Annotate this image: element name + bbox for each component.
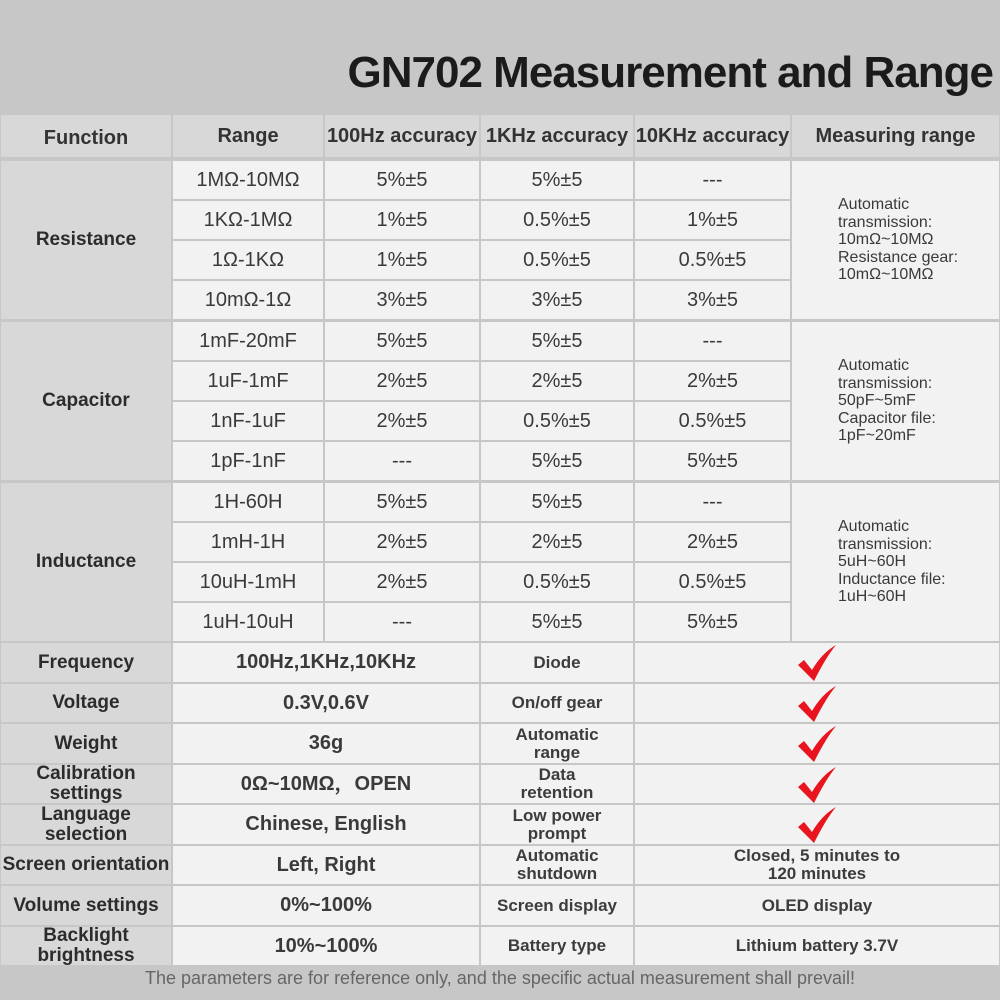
accuracy-10khz-cell: 2%±5 <box>635 362 790 400</box>
feature-label: Diode <box>481 643 633 682</box>
accuracy-1khz-cell: 5%±5 <box>481 322 633 360</box>
spec-label: Weight <box>1 724 171 763</box>
spec-value: Left, Right <box>173 846 479 884</box>
measuring-range-cell: Automatic transmission: 50pF~5mF Capacitor file: 1pF~20mF <box>792 322 999 480</box>
range-cell: 1Ω-1KΩ <box>173 241 323 279</box>
feature-result: Lithium battery 3.7V <box>635 927 999 965</box>
check-icon <box>796 805 838 845</box>
range-cell: 10mΩ-1Ω <box>173 281 323 319</box>
spec-label: Volume settings <box>1 886 171 925</box>
accuracy-100hz-cell: 2%±5 <box>325 362 479 400</box>
accuracy-10khz-cell: --- <box>635 161 790 199</box>
function-label: Resistance <box>1 161 171 319</box>
feature-label: Data retention <box>481 765 633 803</box>
feature-label: Screen display <box>481 886 633 925</box>
feature-label: Low power prompt <box>481 805 633 844</box>
range-cell: 1KΩ-1MΩ <box>173 201 323 239</box>
accuracy-1khz-cell: 0.5%±5 <box>481 563 633 601</box>
accuracy-10khz-cell: 5%±5 <box>635 603 790 641</box>
spec-value: 10%~100% <box>173 927 479 965</box>
accuracy-1khz-cell: 5%±5 <box>481 442 633 480</box>
function-label: Capacitor <box>1 322 171 480</box>
accuracy-1khz-cell: 5%±5 <box>481 603 633 641</box>
accuracy-100hz-cell: 5%±5 <box>325 322 479 360</box>
feature-label: Battery type <box>481 927 633 965</box>
header-100hz: 100Hz accuracy <box>325 115 479 157</box>
accuracy-1khz-cell: 3%±5 <box>481 281 633 319</box>
accuracy-10khz-cell: 1%±5 <box>635 201 790 239</box>
accuracy-100hz-cell: --- <box>325 442 479 480</box>
accuracy-10khz-cell: 2%±5 <box>635 523 790 561</box>
accuracy-100hz-cell: 1%±5 <box>325 201 479 239</box>
accuracy-10khz-cell: 0.5%±5 <box>635 402 790 440</box>
accuracy-10khz-cell: --- <box>635 483 790 521</box>
check-icon <box>796 765 838 805</box>
feature-label: On/off gear <box>481 684 633 722</box>
accuracy-10khz-cell: 5%±5 <box>635 442 790 480</box>
header-function: Function <box>1 115 171 157</box>
header-1khz: 1KHz accuracy <box>481 115 633 157</box>
spec-value: 0.3V,0.6V <box>173 684 479 722</box>
range-cell: 1uF-1mF <box>173 362 323 400</box>
header-range: Range <box>173 115 323 157</box>
range-cell: 1mF-20mF <box>173 322 323 360</box>
page-title: GN702 Measurement and Range <box>347 48 993 97</box>
accuracy-1khz-cell: 5%±5 <box>481 483 633 521</box>
accuracy-100hz-cell: 2%±5 <box>325 402 479 440</box>
accuracy-1khz-cell: 5%±5 <box>481 161 633 199</box>
check-icon <box>796 643 838 683</box>
spec-label: Backlight brightness <box>1 927 171 965</box>
accuracy-100hz-cell: 3%±5 <box>325 281 479 319</box>
range-cell: 1nF-1uF <box>173 402 323 440</box>
accuracy-100hz-cell: 5%±5 <box>325 483 479 521</box>
function-label: Inductance <box>1 483 171 641</box>
range-cell: 1H-60H <box>173 483 323 521</box>
accuracy-100hz-cell: 1%±5 <box>325 241 479 279</box>
header-10khz: 10KHz accuracy <box>635 115 790 157</box>
measuring-range-cell: Automatic transmission: 10mΩ~10MΩ Resistance gear: 10mΩ~10MΩ <box>792 161 999 319</box>
spec-label: Voltage <box>1 684 171 722</box>
accuracy-100hz-cell: --- <box>325 603 479 641</box>
header-measuring-range: Measuring range <box>792 115 999 157</box>
accuracy-100hz-cell: 2%±5 <box>325 523 479 561</box>
range-cell: 1uH-10uH <box>173 603 323 641</box>
spec-value: Chinese, English <box>173 805 479 844</box>
accuracy-1khz-cell: 0.5%±5 <box>481 402 633 440</box>
measuring-range-cell: Automatic transmission: 5uH~60H Inductance file: 1uH~60H <box>792 483 999 641</box>
range-cell: 10uH-1mH <box>173 563 323 601</box>
range-cell: 1MΩ-10MΩ <box>173 161 323 199</box>
spec-label: Language selection <box>1 805 171 844</box>
accuracy-10khz-cell: --- <box>635 322 790 360</box>
spec-value: 0Ω~10MΩ，OPEN <box>173 765 479 803</box>
spec-value: 100Hz,1KHz,10KHz <box>173 643 479 682</box>
spec-value: 0%~100% <box>173 886 479 925</box>
range-cell: 1pF-1nF <box>173 442 323 480</box>
accuracy-10khz-cell: 3%±5 <box>635 281 790 319</box>
accuracy-1khz-cell: 2%±5 <box>481 523 633 561</box>
check-icon <box>796 724 838 764</box>
spec-label: Screen orientation <box>1 846 171 884</box>
feature-label: Automatic range <box>481 724 633 763</box>
spec-label: Frequency <box>1 643 171 682</box>
spec-value: 36g <box>173 724 479 763</box>
accuracy-10khz-cell: 0.5%±5 <box>635 241 790 279</box>
accuracy-1khz-cell: 0.5%±5 <box>481 201 633 239</box>
accuracy-1khz-cell: 2%±5 <box>481 362 633 400</box>
footer-note: The parameters are for reference only, and the specific actual measurement shall prevail! <box>144 968 855 988</box>
feature-label: Automatic shutdown <box>481 846 633 884</box>
feature-result: OLED display <box>635 886 999 925</box>
accuracy-1khz-cell: 0.5%±5 <box>481 241 633 279</box>
feature-result: Closed, 5 minutes to 120 minutes <box>635 846 999 884</box>
accuracy-100hz-cell: 5%±5 <box>325 161 479 199</box>
spec-label: Calibration settings <box>1 765 171 803</box>
range-cell: 1mH-1H <box>173 523 323 561</box>
accuracy-100hz-cell: 2%±5 <box>325 563 479 601</box>
accuracy-10khz-cell: 0.5%±5 <box>635 563 790 601</box>
check-icon <box>796 684 838 724</box>
